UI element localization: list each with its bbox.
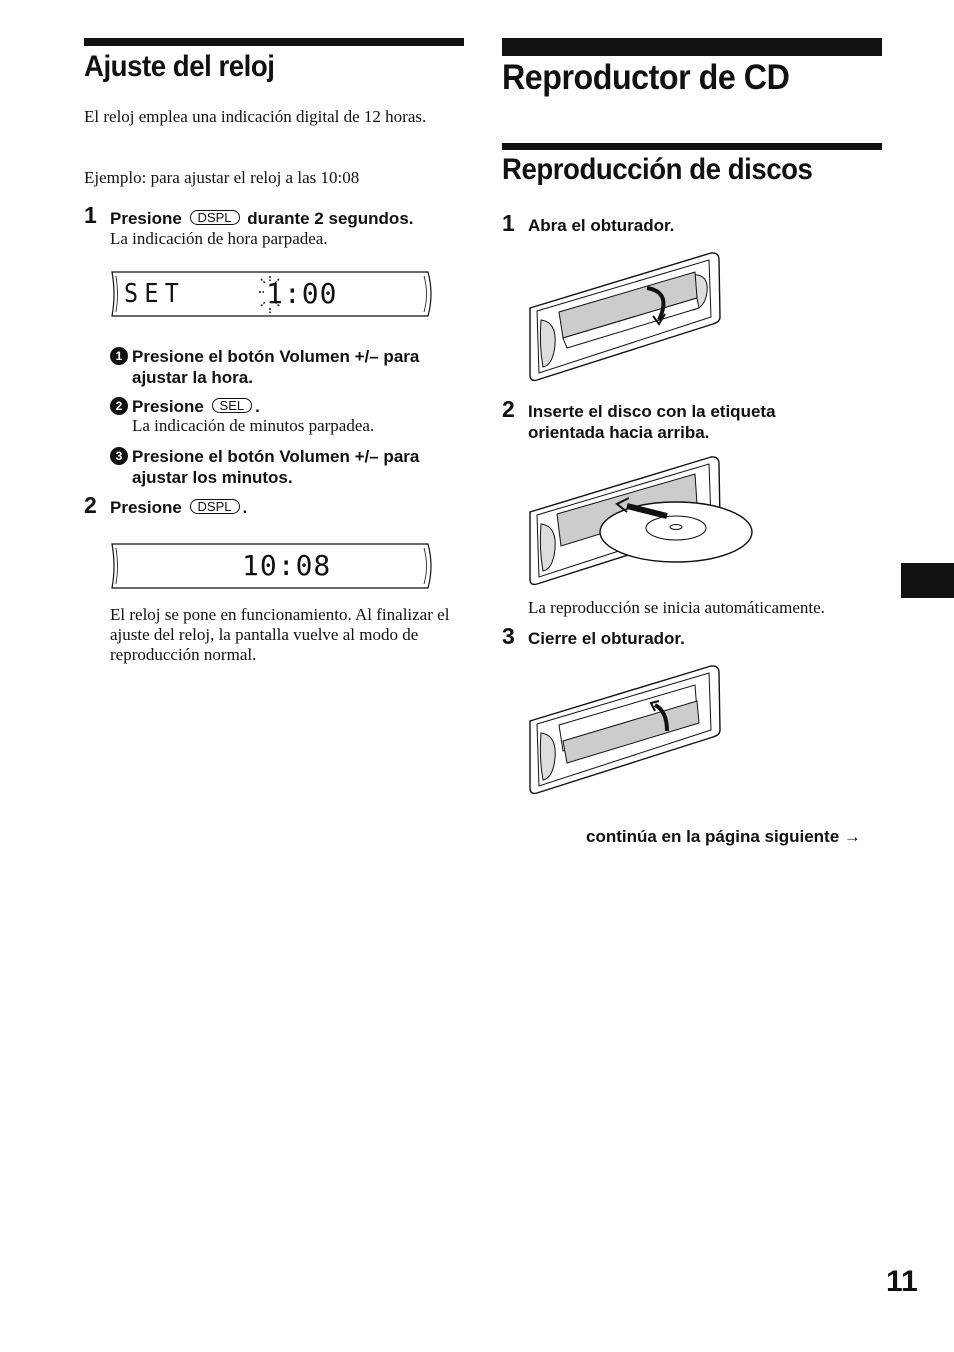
section-tab-marker [901,563,954,598]
cd-step-1-number: 1 [502,210,515,236]
step-2-end: . [242,498,248,517]
substep-3-text: Presione el botón Volumen +/– para ajustar los minutos. [132,447,420,487]
circled-number-3: 3 [110,447,128,465]
cd-step-1-text: Abra el obturador. [528,216,675,235]
sel-key: SEL [212,398,253,413]
page-number: 11 [886,1265,918,1298]
substep-2-label: Presione [132,397,204,416]
section-subtitle-playback: Reproducción de discos [502,153,813,186]
dspl-key-2: DSPL [190,499,240,514]
outro-text: El reloj se pone en funcionamiento. Al finalizar el ajuste del reloj, la pantalla vuelve al modo de reproducción normal. [110,605,450,664]
section-title-clock: Ajuste del reloj [84,50,275,83]
step-1-number: 1 [84,202,97,228]
cd-step-2-number: 2 [502,396,515,422]
step-2-number: 2 [84,492,97,518]
cd-step-3-text: Cierre el obturador. [528,629,685,648]
close-shutter-illustration [527,663,723,797]
step-2-label: Presione [110,498,182,517]
lcd-clock-value: 10:08 [242,549,332,582]
substep-1-text: Presione el botón Volumen +/– para ajustar la hora. [132,347,420,387]
lcd-time-text: 1:00 [266,277,338,310]
subtitle-rule [502,143,882,150]
insert-disc-illustration [527,454,757,588]
title-rule-left [84,38,464,46]
lcd-display-set [110,270,436,318]
example-text: Ejemplo: para ajustar el reloj a las 10:08 [84,168,360,187]
continue-next-page: continúa en la página siguiente → [586,827,861,846]
substep-2 [110,396,470,436]
intro-text: El reloj emplea una indicación digital de 12 horas. [84,107,427,126]
dspl-key: DSPL [190,210,240,225]
substep-2-text [132,396,470,417]
title-rule-right [502,38,882,56]
step-1-text [110,208,470,229]
step-1-label-b: durante 2 segundos. [247,209,414,228]
circled-number-1: 1 [110,347,128,365]
open-shutter-illustration [527,250,723,384]
step-1-note: La indicación de hora parpadea. [110,229,328,248]
cd-step-2-note: La reproducción se inicia automáticamente. [528,598,825,617]
step-1-label: Presione [110,209,182,228]
section-title-cd: Reproductor de CD [502,58,790,97]
lcd-left-text: SET [124,279,186,309]
step-2-text [110,497,247,518]
cd-step-2-text: Inserte el disco con la etiqueta orientada hacia arriba. [528,402,776,442]
cd-step-3-number: 3 [502,623,515,649]
circled-number-2: 2 [110,397,128,415]
substep-3 [110,446,470,488]
substep-2-end: . [255,397,260,416]
substep-1 [110,346,470,388]
substep-2-note: La indicación de minutos parpadea. [132,416,375,435]
lcd-display-time [110,542,436,590]
